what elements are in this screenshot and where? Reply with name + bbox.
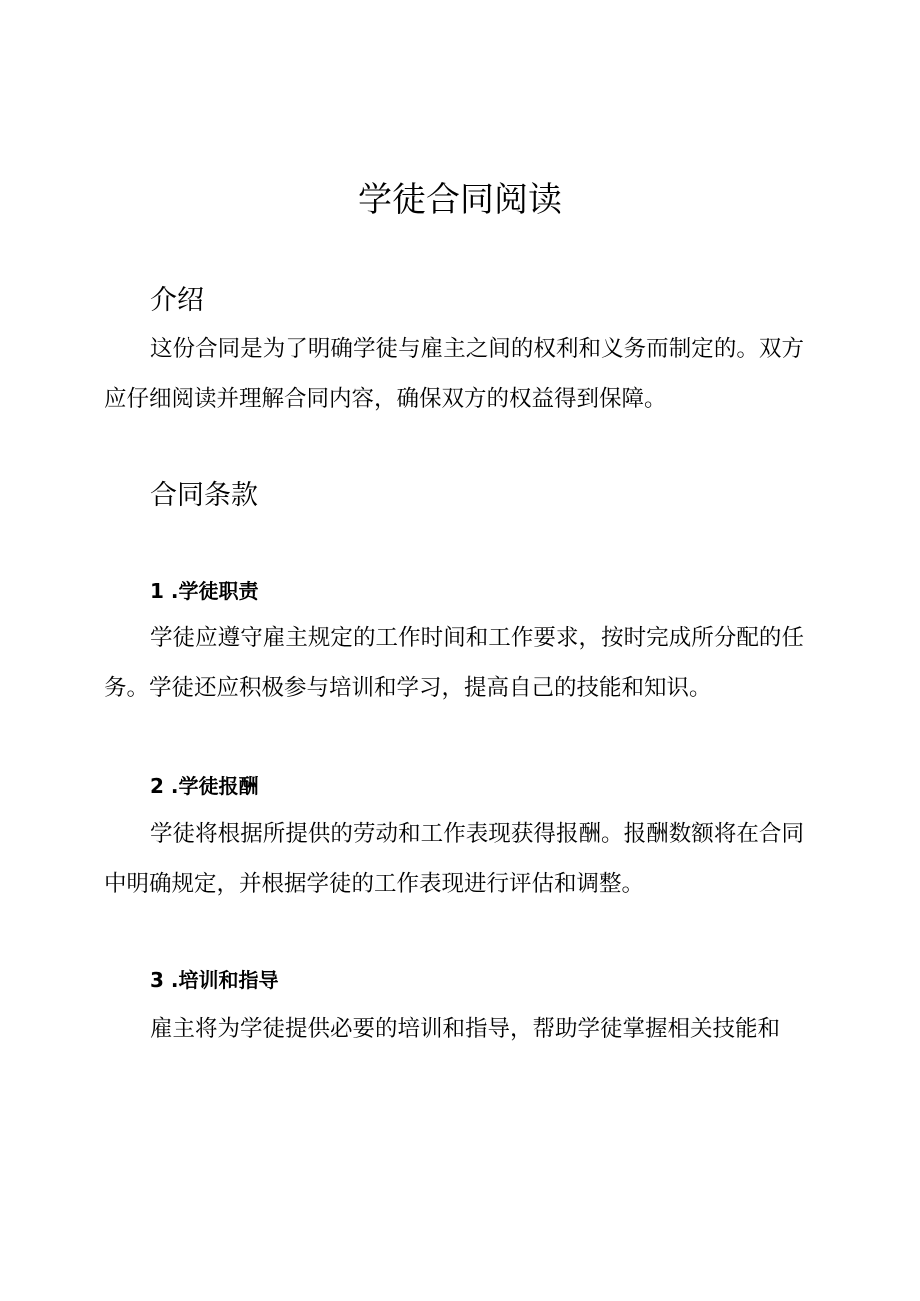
intro-paragraph: 这份合同是为了明确学徒与雇主之间的权利和义务而制定的。双方应仔细阅读并理解合同内容，确保双方的权益得到保障。 (104, 336, 804, 412)
section-heading-duties: 1 .学徒职责 (150, 579, 259, 603)
terms-heading: 合同条款 (150, 480, 258, 511)
section-heading-training: 3 .培训和指导 (150, 968, 279, 992)
section-text-training: 雇主将为学徒提供必要的培训和指导，帮助学徒掌握相关技能和 (150, 1016, 781, 1042)
intro-heading: 介绍 (150, 285, 204, 316)
section-text-pay: 学徒将根据所提供的劳动和工作表现获得报酬。报酬数额将在合同中明确规定，并根据学徒的工作表现进行评估和调整。 (104, 821, 804, 897)
section-heading-pay: 2 .学徒报酬 (150, 774, 259, 798)
document-title: 学徒合同阅读 (358, 180, 562, 220)
section-text-duties: 学徒应遵守雇主规定的工作时间和工作要求，按时完成所分配的任务。学徒还应积极参与培训和学习，提高自己的技能和知识。 (104, 625, 804, 701)
